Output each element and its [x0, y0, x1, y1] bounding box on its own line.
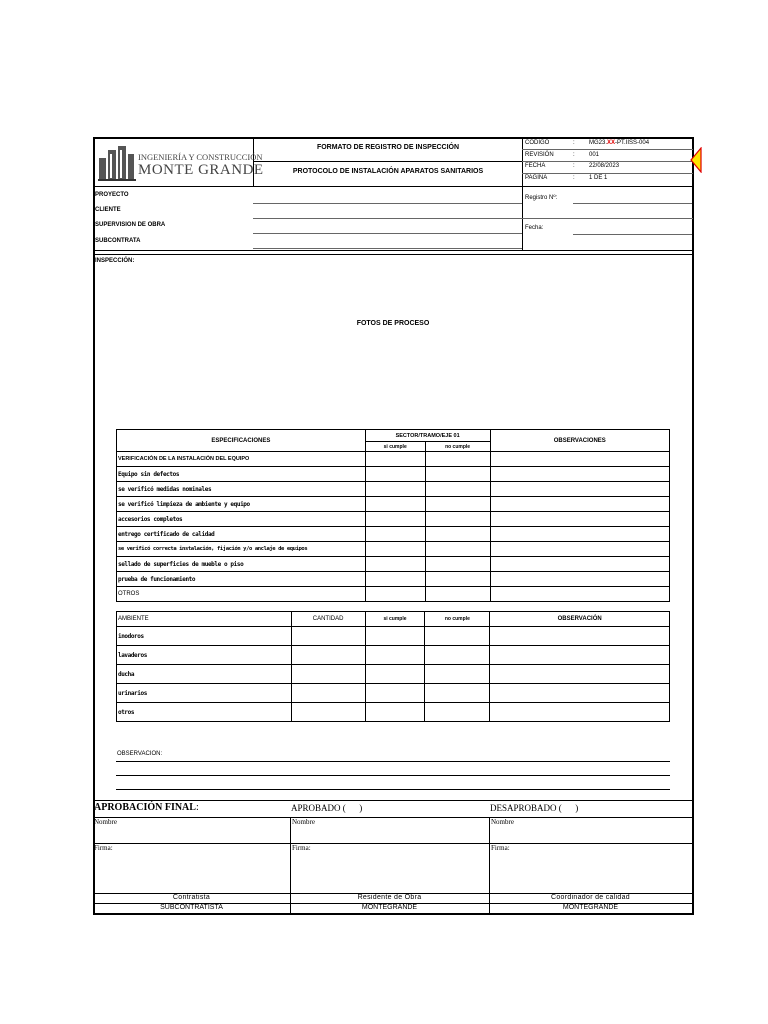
observacion-line[interactable] [116, 775, 670, 776]
obs-cell[interactable] [490, 527, 670, 542]
col-observacion-header: OBSERVACIÓN [490, 612, 670, 627]
obs-cell[interactable] [490, 572, 670, 587]
obs-cell[interactable] [490, 703, 670, 722]
obs-cell[interactable] [490, 512, 670, 527]
firma-label-3: Firma: [491, 844, 510, 852]
role-coordinador: Coordinador de calidad [551, 894, 630, 901]
si-cell[interactable] [365, 703, 425, 722]
obs-cell[interactable] [490, 665, 670, 684]
photos-area: FOTOS DE PROCESO [356, 320, 430, 327]
ambiente-row-label: ducha [117, 665, 292, 684]
obs-cell[interactable] [490, 557, 670, 572]
si-cell[interactable] [365, 627, 425, 646]
no-cell[interactable] [425, 684, 490, 703]
meta-date-sep: : [573, 163, 575, 169]
subcontract-field[interactable] [253, 248, 522, 249]
protocol-title: PROTOCOLO DE INSTALACIÓN APARATOS SANITARIOS [292, 168, 484, 175]
fecha-label: Fecha: [525, 225, 544, 231]
col-si-header: si cumple [365, 442, 425, 452]
meta-code-value [589, 140, 649, 146]
code-prefix: MG23. [589, 140, 608, 146]
no-cell[interactable] [425, 557, 490, 572]
firma-label-2: Firma: [292, 844, 311, 852]
meta-code-sep: : [573, 140, 575, 146]
si-cell[interactable] [365, 467, 425, 482]
spec-row-label: prueba de funcionamiento [117, 572, 366, 587]
cantidad-cell[interactable] [291, 665, 365, 684]
si-cell[interactable] [365, 557, 425, 572]
role-residente: Residente de Obra [357, 894, 422, 901]
col-cantidad-header: CANTIDAD [291, 612, 365, 627]
obs-cell[interactable] [490, 627, 670, 646]
spec-table [116, 429, 670, 602]
col-si-header: si cumple [365, 612, 425, 627]
si-cell[interactable] [365, 482, 425, 497]
si-cell[interactable] [365, 527, 425, 542]
spec-row-label: Equipo sin defectos [117, 467, 366, 482]
si-cell[interactable] [365, 542, 425, 557]
cantidad-cell[interactable] [291, 684, 365, 703]
no-cell[interactable] [425, 512, 490, 527]
meta-code-label: CODIGO [525, 140, 550, 146]
no-cell[interactable] [425, 467, 490, 482]
observacion-label: OBSERVACION: [117, 751, 163, 757]
no-cell[interactable] [425, 665, 490, 684]
obs-cell[interactable] [490, 684, 670, 703]
obs-cell[interactable] [490, 482, 670, 497]
company-name-line1: INGENIERÍA Y CONSTRUCCIÓN [138, 152, 263, 162]
desaprobado-checkbox[interactable]: DESAPROBADO ( ) [490, 803, 579, 813]
nombre-label-1: Nombre [94, 818, 117, 826]
no-cell[interactable] [425, 572, 490, 587]
approval-title-text: APROBACIÓN FINAL [94, 802, 196, 813]
cantidad-cell[interactable] [291, 703, 365, 722]
si-cell[interactable] [365, 665, 425, 684]
building-logo-icon [98, 144, 136, 182]
cell[interactable] [425, 452, 490, 467]
spec-row-label: se verificó correcta instalación, fijación y/o anclaje de equipos [117, 542, 366, 557]
si-cell[interactable] [365, 512, 425, 527]
col-no-header: no cumple [425, 442, 490, 452]
no-cell[interactable] [425, 587, 490, 602]
cantidad-cell[interactable] [291, 627, 365, 646]
spec-row-label: sellado de superficies de mueble o piso [117, 557, 366, 572]
supervision-field[interactable] [253, 233, 522, 234]
no-cell[interactable] [425, 482, 490, 497]
form-title: FORMATO DE REGISTRO DE INSPECCIÓN [316, 144, 460, 151]
meta-revision-value: 001 [589, 152, 600, 158]
ambiente-row-label: lavaderos [117, 646, 292, 665]
selection-marker-icon [690, 147, 702, 173]
registro-label: Registro Nº: [525, 195, 558, 201]
obs-cell[interactable] [490, 467, 670, 482]
approval-title [94, 802, 199, 813]
observacion-line[interactable] [116, 789, 670, 790]
cell[interactable] [365, 452, 425, 467]
cantidad-cell[interactable] [291, 646, 365, 665]
si-cell[interactable] [365, 684, 425, 703]
code-placeholder: XX [607, 140, 616, 146]
col-spec-header: ESPECIFICACIONES [117, 430, 366, 452]
spec-row-label: accesorios completos [117, 512, 366, 527]
ambiente-table [116, 611, 670, 722]
project-label: PROYECTO [95, 192, 129, 198]
company-name-line2: MONTE GRANDE [138, 162, 264, 178]
org-montegrande-2: MONTEGRANDE [562, 904, 619, 911]
meta-page-sep: : [573, 175, 575, 181]
spec-row-label: se verificó limpieza de ambiente y equipo [117, 497, 366, 512]
cell[interactable] [490, 452, 670, 467]
no-cell[interactable] [425, 527, 490, 542]
role-contratista: Contratista [172, 894, 211, 901]
spec-row-label: se verificó medidas nominales [117, 482, 366, 497]
ambiente-row-label: otros [117, 703, 292, 722]
firma-label-1: Firma: [94, 844, 113, 852]
ambiente-row-label: urinarios [117, 684, 292, 703]
approval-title-colon: : [195, 802, 199, 813]
meta-date-value: 22/08/2023 [589, 163, 620, 169]
code-suffix: -PT.IISS-004 [615, 140, 650, 146]
otros-label: OTROS [117, 587, 366, 602]
no-cell[interactable] [425, 646, 490, 665]
org-montegrande-1: MONTEGRANDE [361, 904, 418, 911]
aprobado-checkbox[interactable]: APROBADO ( ) [291, 803, 363, 813]
ambiente-row-label: inodoros [117, 627, 292, 646]
meta-page-label: PAGINA [525, 175, 548, 181]
meta-revision-sep: : [573, 152, 575, 158]
no-cell[interactable] [425, 497, 490, 512]
supervision-label: SUPERVISION DE OBRA [95, 222, 166, 228]
col-ambiente-header: AMBIENTE [117, 612, 292, 627]
no-cell[interactable] [425, 542, 490, 557]
section-title: VERIFICACIÓN DE LA INSTALACIÓN DEL EQUIPO [117, 452, 366, 467]
inspection-label: INSPECCIÓN: [95, 258, 135, 264]
obs-cell[interactable] [490, 646, 670, 665]
spec-row-label: entrego certificado de calidad [117, 527, 366, 542]
company-logo [98, 143, 264, 183]
subcontract-label: SUBCONTRATA [95, 238, 141, 244]
project-field[interactable] [253, 203, 522, 204]
si-cell[interactable] [365, 497, 425, 512]
obs-cell[interactable] [490, 587, 670, 602]
meta-page-value: 1 DE 1 [589, 175, 608, 181]
si-cell[interactable] [365, 587, 425, 602]
si-cell[interactable] [365, 646, 425, 665]
registro-field[interactable] [573, 203, 692, 204]
meta-revision-label: REVISIÓN [525, 152, 554, 158]
obs-cell[interactable] [490, 542, 670, 557]
meta-date-label: FECHA [525, 163, 546, 169]
col-no-header: no cumple [425, 612, 490, 627]
nombre-label-2: Nombre [292, 818, 315, 826]
no-cell[interactable] [425, 703, 490, 722]
fecha-field[interactable] [573, 234, 692, 235]
observacion-line[interactable] [116, 761, 670, 762]
si-cell[interactable] [365, 572, 425, 587]
client-label: CLIENTE [95, 207, 121, 213]
col-sector-header: SECTOR/TRAMO/EJE 01 [365, 430, 490, 442]
client-field[interactable] [253, 218, 522, 219]
nombre-label-3: Nombre [491, 818, 514, 826]
org-subcontratista: SUBCONTRATISTA [160, 904, 223, 911]
obs-cell[interactable] [490, 497, 670, 512]
col-obs-header: OBSERVACIONES [490, 430, 670, 452]
no-cell[interactable] [425, 627, 490, 646]
